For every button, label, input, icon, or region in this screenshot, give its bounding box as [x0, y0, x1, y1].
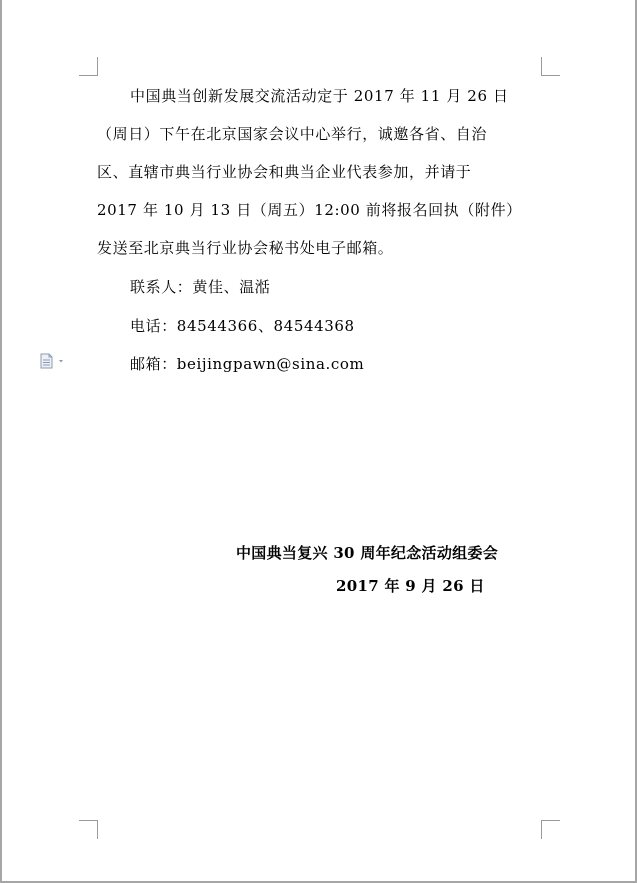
contact-person: 联系人：黄佳、温湉 [130, 278, 271, 296]
contact-email: 邮箱：beijingpawn@sina.com [130, 355, 365, 373]
crop-mark-bottom-right [541, 820, 560, 839]
paragraph-line-3: 区、直辖市典当行业协会和典当企业代表参加，并请于 [97, 163, 472, 181]
paragraph-line-1: 中国典当创新发展交流活动定于 2017 年 11 月 26 日 [130, 87, 509, 105]
contact-phone: 电话：84544366、84544368 [130, 317, 355, 335]
signature-organization: 中国典当复兴 30 周年纪念活动组委会 [236, 544, 499, 562]
paragraph-line-2: （周日）下午在北京国家会议中心举行，诚邀各省、自治 [97, 125, 488, 143]
signature-date: 2017 年 9 月 26 日 [336, 577, 485, 595]
crop-mark-top-left [79, 57, 98, 76]
document-paste-icon[interactable] [40, 353, 66, 369]
page-left-edge [0, 0, 2, 883]
paragraph-line-5: 发送至北京典当行业协会秘书处电子邮箱。 [97, 239, 394, 257]
crop-mark-top-right [541, 57, 560, 76]
crop-mark-bottom-left [79, 820, 98, 839]
paragraph-line-4: 2017 年 10 月 13 日（周五）12:00 前将报名回执（附件） [97, 201, 522, 219]
